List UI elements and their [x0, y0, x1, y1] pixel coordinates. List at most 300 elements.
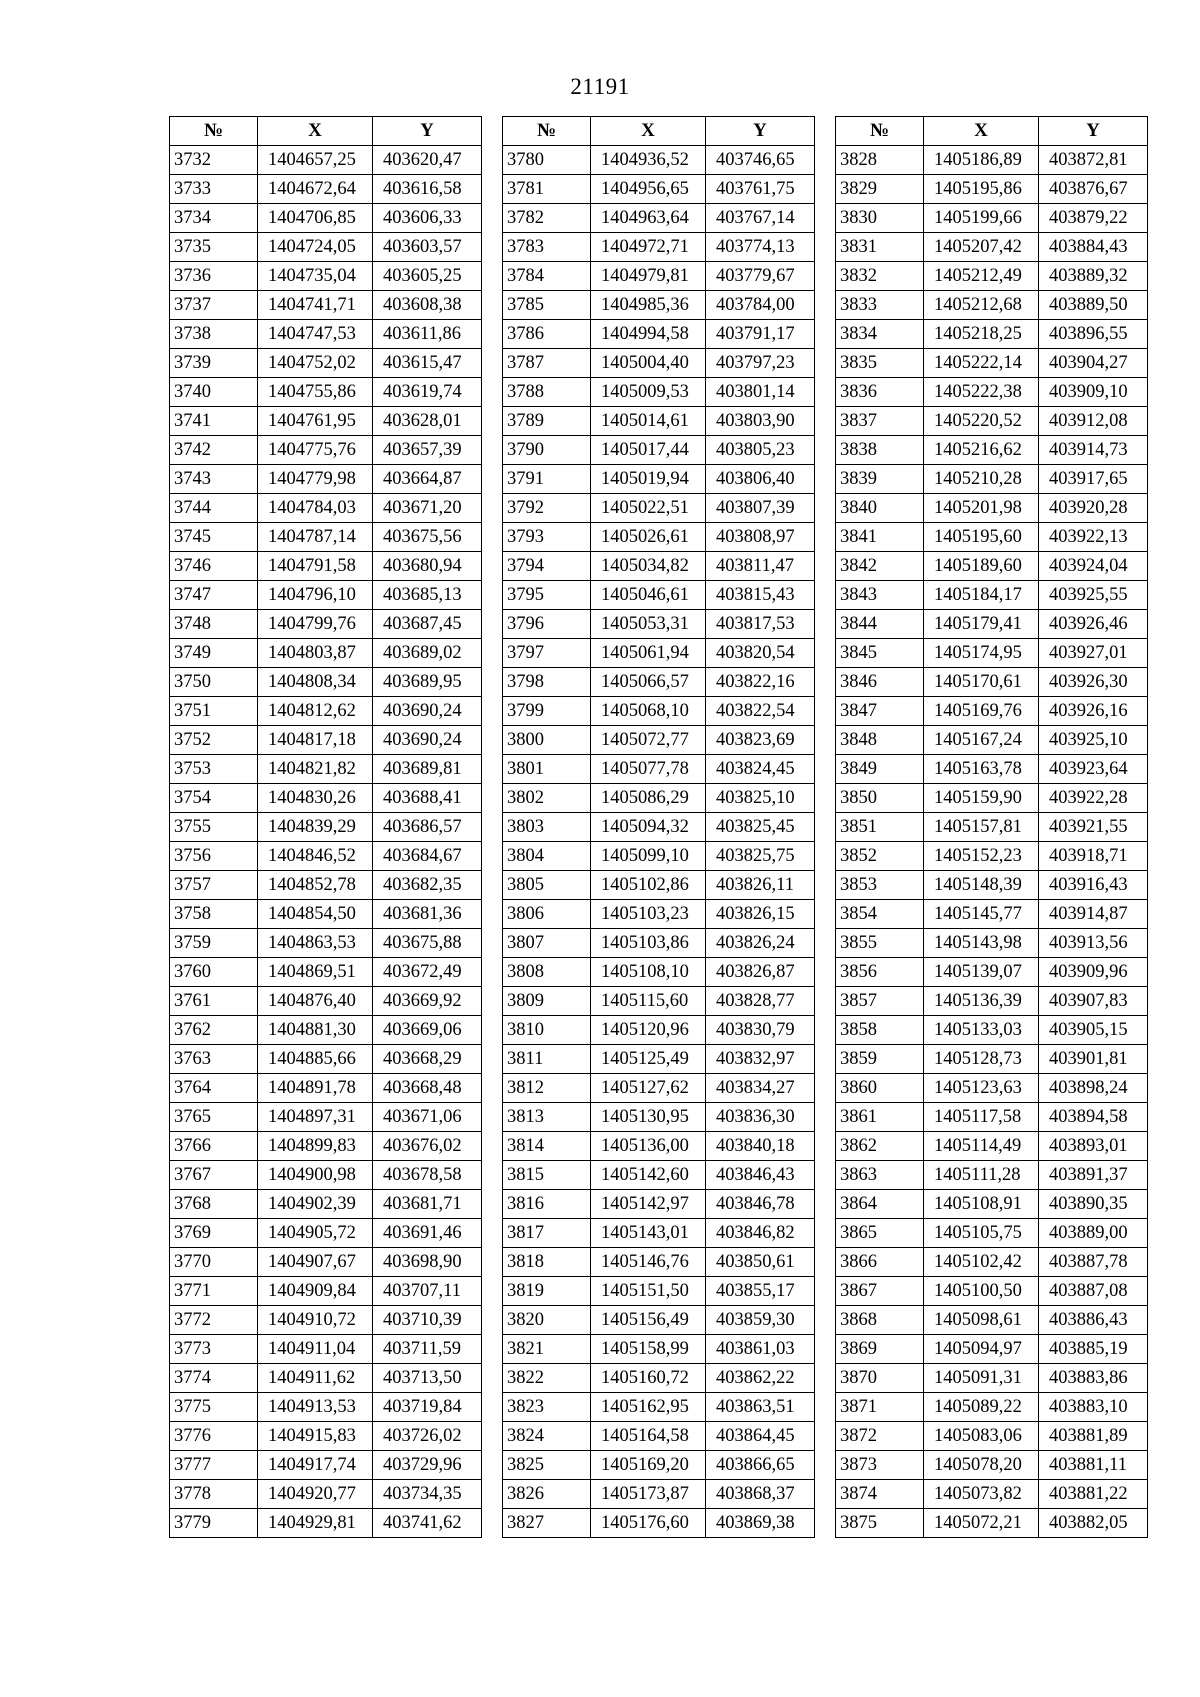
y-coordinate-cell: 403774,13: [706, 233, 815, 262]
table-row: [836, 1045, 1148, 1074]
table-row: [836, 581, 1148, 610]
table-row: [503, 1016, 815, 1045]
x-coordinate-cell: 1405115,60: [591, 987, 706, 1016]
x-coordinate-cell: 1405017,44: [591, 436, 706, 465]
table-row: [503, 233, 815, 262]
table-row: [836, 436, 1148, 465]
table-row: [503, 987, 815, 1016]
x-coordinate-cell: 1405220,52: [924, 407, 1039, 436]
x-coordinate-cell: 1405019,94: [591, 465, 706, 494]
table-row: [836, 262, 1148, 291]
point-number-cell: 3735: [170, 233, 258, 262]
x-coordinate-cell: 1405094,32: [591, 813, 706, 842]
point-number-cell: 3844: [836, 610, 924, 639]
point-number-cell: 3741: [170, 407, 258, 436]
point-number-cell: 3869: [836, 1335, 924, 1364]
y-coordinate-cell: 403684,67: [373, 842, 482, 871]
table-row: [503, 668, 815, 697]
column-header-x: X: [924, 117, 1039, 146]
table-row: [503, 581, 815, 610]
point-number-cell: 3806: [503, 900, 591, 929]
y-coordinate-cell: 403671,06: [373, 1103, 482, 1132]
x-coordinate-cell: 1404972,71: [591, 233, 706, 262]
y-coordinate-cell: 403830,79: [706, 1016, 815, 1045]
table-row: [836, 552, 1148, 581]
point-number-cell: 3750: [170, 668, 258, 697]
point-number-cell: 3805: [503, 871, 591, 900]
table-row: [170, 929, 482, 958]
point-number-cell: 3810: [503, 1016, 591, 1045]
y-coordinate-cell: 403668,48: [373, 1074, 482, 1103]
x-coordinate-cell: 1404936,52: [591, 146, 706, 175]
y-coordinate-cell: 403927,01: [1039, 639, 1148, 668]
y-coordinate-cell: 403840,18: [706, 1132, 815, 1161]
x-coordinate-cell: 1405136,00: [591, 1132, 706, 1161]
coordinates-table-3: [835, 116, 1148, 1538]
table-row: [503, 755, 815, 784]
x-coordinate-cell: 1404761,95: [258, 407, 373, 436]
y-coordinate-cell: 403882,05: [1039, 1509, 1148, 1538]
x-coordinate-cell: 1404735,04: [258, 262, 373, 291]
y-coordinate-cell: 403726,02: [373, 1422, 482, 1451]
point-number-cell: 3829: [836, 175, 924, 204]
table-row: [170, 233, 482, 262]
y-coordinate-cell: 403801,14: [706, 378, 815, 407]
point-number-cell: 3812: [503, 1074, 591, 1103]
point-number-cell: 3838: [836, 436, 924, 465]
table-row: [170, 1219, 482, 1248]
y-coordinate-cell: 403887,78: [1039, 1248, 1148, 1277]
point-number-cell: 3799: [503, 697, 591, 726]
point-number-cell: 3840: [836, 494, 924, 523]
x-coordinate-cell: 1405099,10: [591, 842, 706, 871]
table-row: [503, 958, 815, 987]
y-coordinate-cell: 403864,45: [706, 1422, 815, 1451]
point-number-cell: 3778: [170, 1480, 258, 1509]
point-number-cell: 3737: [170, 291, 258, 320]
table-row: [836, 1422, 1148, 1451]
y-coordinate-cell: 403914,73: [1039, 436, 1148, 465]
x-coordinate-cell: 1405218,25: [924, 320, 1039, 349]
y-coordinate-cell: 403657,39: [373, 436, 482, 465]
point-number-cell: 3790: [503, 436, 591, 465]
x-coordinate-cell: 1404920,77: [258, 1480, 373, 1509]
table-row: [503, 639, 815, 668]
x-coordinate-cell: 1405162,95: [591, 1393, 706, 1422]
point-number-cell: 3784: [503, 262, 591, 291]
x-coordinate-cell: 1405009,53: [591, 378, 706, 407]
point-number-cell: 3793: [503, 523, 591, 552]
y-coordinate-cell: 403675,88: [373, 929, 482, 958]
point-number-cell: 3858: [836, 1016, 924, 1045]
y-coordinate-cell: 403689,95: [373, 668, 482, 697]
x-coordinate-cell: 1405163,78: [924, 755, 1039, 784]
x-coordinate-cell: 1405053,31: [591, 610, 706, 639]
point-number-cell: 3732: [170, 146, 258, 175]
table-row: [170, 175, 482, 204]
x-coordinate-cell: 1405086,29: [591, 784, 706, 813]
y-coordinate-cell: 403846,82: [706, 1219, 815, 1248]
table-body: [170, 146, 482, 1538]
point-number-cell: 3788: [503, 378, 591, 407]
point-number-cell: 3761: [170, 987, 258, 1016]
y-coordinate-cell: 403898,24: [1039, 1074, 1148, 1103]
table-row: [503, 929, 815, 958]
y-coordinate-cell: 403881,89: [1039, 1422, 1148, 1451]
point-number-cell: 3738: [170, 320, 258, 349]
table-row: [503, 1103, 815, 1132]
point-number-cell: 3835: [836, 349, 924, 378]
table-row: [170, 1045, 482, 1074]
point-number-cell: 3753: [170, 755, 258, 784]
x-coordinate-cell: 1404902,39: [258, 1190, 373, 1219]
x-coordinate-cell: 1404909,84: [258, 1277, 373, 1306]
table-row: [170, 320, 482, 349]
table-row: [503, 1132, 815, 1161]
table-row: [503, 175, 815, 204]
point-number-cell: 3797: [503, 639, 591, 668]
y-coordinate-cell: 403826,11: [706, 871, 815, 900]
point-number-cell: 3756: [170, 842, 258, 871]
x-coordinate-cell: 1404891,78: [258, 1074, 373, 1103]
x-coordinate-cell: 1405143,01: [591, 1219, 706, 1248]
table-row: [503, 552, 815, 581]
x-coordinate-cell: 1404784,03: [258, 494, 373, 523]
x-coordinate-cell: 1404724,05: [258, 233, 373, 262]
x-coordinate-cell: 1404885,66: [258, 1045, 373, 1074]
y-coordinate-cell: 403925,55: [1039, 581, 1148, 610]
y-coordinate-cell: 403885,19: [1039, 1335, 1148, 1364]
y-coordinate-cell: 403707,11: [373, 1277, 482, 1306]
table-row: [503, 900, 815, 929]
table-row: [836, 146, 1148, 175]
y-coordinate-cell: 403811,47: [706, 552, 815, 581]
table-header-row: [836, 117, 1148, 146]
point-number-cell: 3796: [503, 610, 591, 639]
x-coordinate-cell: 1405066,57: [591, 668, 706, 697]
x-coordinate-cell: 1405103,86: [591, 929, 706, 958]
x-coordinate-cell: 1404897,31: [258, 1103, 373, 1132]
x-coordinate-cell: 1404913,53: [258, 1393, 373, 1422]
x-coordinate-cell: 1405091,31: [924, 1364, 1039, 1393]
table-row: [170, 1451, 482, 1480]
point-number-cell: 3859: [836, 1045, 924, 1074]
y-coordinate-cell: 403824,45: [706, 755, 815, 784]
point-number-cell: 3864: [836, 1190, 924, 1219]
x-coordinate-cell: 1404830,26: [258, 784, 373, 813]
x-coordinate-cell: 1405184,17: [924, 581, 1039, 610]
x-coordinate-cell: 1405108,91: [924, 1190, 1039, 1219]
point-number-cell: 3827: [503, 1509, 591, 1538]
x-coordinate-cell: 1405210,28: [924, 465, 1039, 494]
x-coordinate-cell: 1405136,39: [924, 987, 1039, 1016]
x-coordinate-cell: 1405022,51: [591, 494, 706, 523]
y-coordinate-cell: 403905,15: [1039, 1016, 1148, 1045]
x-coordinate-cell: 1404899,83: [258, 1132, 373, 1161]
y-coordinate-cell: 403887,08: [1039, 1277, 1148, 1306]
point-number-cell: 3794: [503, 552, 591, 581]
x-coordinate-cell: 1405207,42: [924, 233, 1039, 262]
y-coordinate-cell: 403894,58: [1039, 1103, 1148, 1132]
table-row: [836, 784, 1148, 813]
point-number-cell: 3776: [170, 1422, 258, 1451]
y-coordinate-cell: 403922,28: [1039, 784, 1148, 813]
y-coordinate-cell: 403925,10: [1039, 726, 1148, 755]
y-coordinate-cell: 403834,27: [706, 1074, 815, 1103]
table-row: [836, 697, 1148, 726]
point-number-cell: 3842: [836, 552, 924, 581]
x-coordinate-cell: 1405179,41: [924, 610, 1039, 639]
point-number-cell: 3765: [170, 1103, 258, 1132]
column-header-y: Y: [706, 117, 815, 146]
x-coordinate-cell: 1404979,81: [591, 262, 706, 291]
x-coordinate-cell: 1404672,64: [258, 175, 373, 204]
y-coordinate-cell: 403797,23: [706, 349, 815, 378]
table-row: [836, 1451, 1148, 1480]
y-coordinate-cell: 403603,57: [373, 233, 482, 262]
y-coordinate-cell: 403889,50: [1039, 291, 1148, 320]
y-coordinate-cell: 403807,39: [706, 494, 815, 523]
y-coordinate-cell: 403686,57: [373, 813, 482, 842]
x-coordinate-cell: 1405199,66: [924, 204, 1039, 233]
table-row: [836, 842, 1148, 871]
x-coordinate-cell: 1404854,50: [258, 900, 373, 929]
point-number-cell: 3802: [503, 784, 591, 813]
x-coordinate-cell: 1404994,58: [591, 320, 706, 349]
table-header-row: [503, 117, 815, 146]
y-coordinate-cell: 403806,40: [706, 465, 815, 494]
point-number-cell: 3733: [170, 175, 258, 204]
table-row: [503, 1451, 815, 1480]
y-coordinate-cell: 403681,71: [373, 1190, 482, 1219]
y-coordinate-cell: 403685,13: [373, 581, 482, 610]
x-coordinate-cell: 1404911,04: [258, 1335, 373, 1364]
y-coordinate-cell: 403611,86: [373, 320, 482, 349]
y-coordinate-cell: 403909,96: [1039, 958, 1148, 987]
y-coordinate-cell: 403689,02: [373, 639, 482, 668]
x-coordinate-cell: 1404752,02: [258, 349, 373, 378]
table-row: [836, 1103, 1148, 1132]
point-number-cell: 3795: [503, 581, 591, 610]
coordinates-table-1: [169, 116, 482, 1538]
y-coordinate-cell: 403734,35: [373, 1480, 482, 1509]
y-coordinate-cell: 403628,01: [373, 407, 482, 436]
point-number-cell: 3771: [170, 1277, 258, 1306]
y-coordinate-cell: 403822,16: [706, 668, 815, 697]
y-coordinate-cell: 403922,13: [1039, 523, 1148, 552]
table-row: [836, 204, 1148, 233]
table-row: [170, 523, 482, 552]
page-number: 21191: [570, 74, 630, 99]
point-number-cell: 3824: [503, 1422, 591, 1451]
point-number-cell: 3857: [836, 987, 924, 1016]
x-coordinate-cell: 1404900,98: [258, 1161, 373, 1190]
y-coordinate-cell: 403675,56: [373, 523, 482, 552]
table-row: [836, 1480, 1148, 1509]
x-coordinate-cell: 1405201,98: [924, 494, 1039, 523]
y-coordinate-cell: 403619,74: [373, 378, 482, 407]
point-number-cell: 3734: [170, 204, 258, 233]
point-number-cell: 3744: [170, 494, 258, 523]
x-coordinate-cell: 1405142,60: [591, 1161, 706, 1190]
table-row: [170, 610, 482, 639]
table-row: [836, 1190, 1148, 1219]
x-coordinate-cell: 1405212,68: [924, 291, 1039, 320]
table-row: [170, 1190, 482, 1219]
table-row: [503, 146, 815, 175]
x-coordinate-cell: 1405094,97: [924, 1335, 1039, 1364]
table-row: [170, 1132, 482, 1161]
x-coordinate-cell: 1405174,95: [924, 639, 1039, 668]
y-coordinate-cell: 403862,22: [706, 1364, 815, 1393]
y-coordinate-cell: 403784,00: [706, 291, 815, 320]
x-coordinate-cell: 1405034,82: [591, 552, 706, 581]
x-coordinate-cell: 1404803,87: [258, 639, 373, 668]
point-number-cell: 3865: [836, 1219, 924, 1248]
table-row: [836, 1509, 1148, 1538]
point-number-cell: 3808: [503, 958, 591, 987]
point-number-cell: 3870: [836, 1364, 924, 1393]
point-number-cell: 3763: [170, 1045, 258, 1074]
table-row: [503, 1277, 815, 1306]
table-row: [503, 697, 815, 726]
y-coordinate-cell: 403825,45: [706, 813, 815, 842]
y-coordinate-cell: 403687,45: [373, 610, 482, 639]
table-row: [170, 668, 482, 697]
table-row: [170, 581, 482, 610]
table-row: [170, 436, 482, 465]
table-row: [503, 320, 815, 349]
y-coordinate-cell: 403689,81: [373, 755, 482, 784]
point-number-cell: 3792: [503, 494, 591, 523]
table-row: [836, 813, 1148, 842]
point-number-cell: 3868: [836, 1306, 924, 1335]
point-number-cell: 3807: [503, 929, 591, 958]
x-coordinate-cell: 1404852,78: [258, 871, 373, 900]
y-coordinate-cell: 403826,87: [706, 958, 815, 987]
y-coordinate-cell: 403866,65: [706, 1451, 815, 1480]
x-coordinate-cell: 1404907,67: [258, 1248, 373, 1277]
x-coordinate-cell: 1404808,34: [258, 668, 373, 697]
table-row: [170, 465, 482, 494]
point-number-cell: 3843: [836, 581, 924, 610]
table-row: [836, 349, 1148, 378]
table-row: [503, 1248, 815, 1277]
y-coordinate-cell: 403884,43: [1039, 233, 1148, 262]
x-coordinate-cell: 1405156,49: [591, 1306, 706, 1335]
x-coordinate-cell: 1405167,24: [924, 726, 1039, 755]
x-coordinate-cell: 1404846,52: [258, 842, 373, 871]
y-coordinate-cell: 403605,25: [373, 262, 482, 291]
point-number-cell: 3742: [170, 436, 258, 465]
table-row: [503, 784, 815, 813]
table-row: [836, 407, 1148, 436]
table-row: [836, 494, 1148, 523]
table-row: [503, 871, 815, 900]
y-coordinate-cell: 403823,69: [706, 726, 815, 755]
table-row: [503, 1190, 815, 1219]
table-row: [836, 987, 1148, 1016]
y-coordinate-cell: 403920,28: [1039, 494, 1148, 523]
x-coordinate-cell: 1405130,95: [591, 1103, 706, 1132]
point-number-cell: 3817: [503, 1219, 591, 1248]
point-number-cell: 3866: [836, 1248, 924, 1277]
column-header-x: X: [591, 117, 706, 146]
x-coordinate-cell: 1405108,10: [591, 958, 706, 987]
y-coordinate-cell: 403681,36: [373, 900, 482, 929]
x-coordinate-cell: 1404747,53: [258, 320, 373, 349]
y-coordinate-cell: 403846,43: [706, 1161, 815, 1190]
y-coordinate-cell: 403912,08: [1039, 407, 1148, 436]
x-coordinate-cell: 1404791,58: [258, 552, 373, 581]
table-row: [170, 697, 482, 726]
y-coordinate-cell: 403916,43: [1039, 871, 1148, 900]
point-number-cell: 3800: [503, 726, 591, 755]
y-coordinate-cell: 403825,10: [706, 784, 815, 813]
point-number-cell: 3874: [836, 1480, 924, 1509]
y-coordinate-cell: 403926,46: [1039, 610, 1148, 639]
x-coordinate-cell: 1405169,20: [591, 1451, 706, 1480]
table-row: [170, 1103, 482, 1132]
table-row: [503, 378, 815, 407]
table-row: [503, 204, 815, 233]
y-coordinate-cell: 403805,23: [706, 436, 815, 465]
table-row: [836, 1306, 1148, 1335]
y-coordinate-cell: 403832,97: [706, 1045, 815, 1074]
y-coordinate-cell: 403923,64: [1039, 755, 1148, 784]
y-coordinate-cell: 403879,22: [1039, 204, 1148, 233]
x-coordinate-cell: 1405158,99: [591, 1335, 706, 1364]
y-coordinate-cell: 403872,81: [1039, 146, 1148, 175]
table-row: [170, 146, 482, 175]
point-number-cell: 3785: [503, 291, 591, 320]
point-number-cell: 3873: [836, 1451, 924, 1480]
table-row: [503, 1045, 815, 1074]
x-coordinate-cell: 1405164,58: [591, 1422, 706, 1451]
x-coordinate-cell: 1404817,18: [258, 726, 373, 755]
table-row: [170, 784, 482, 813]
y-coordinate-cell: 403680,94: [373, 552, 482, 581]
y-coordinate-cell: 403828,77: [706, 987, 815, 1016]
point-number-cell: 3826: [503, 1480, 591, 1509]
y-coordinate-cell: 403822,54: [706, 697, 815, 726]
point-number-cell: 3850: [836, 784, 924, 813]
point-number-cell: 3769: [170, 1219, 258, 1248]
point-number-cell: 3789: [503, 407, 591, 436]
x-coordinate-cell: 1405046,61: [591, 581, 706, 610]
y-coordinate-cell: 403761,75: [706, 175, 815, 204]
point-number-cell: 3798: [503, 668, 591, 697]
y-coordinate-cell: 403891,37: [1039, 1161, 1148, 1190]
table-row: [170, 1364, 482, 1393]
point-number-cell: 3743: [170, 465, 258, 494]
point-number-cell: 3815: [503, 1161, 591, 1190]
y-coordinate-cell: 403863,51: [706, 1393, 815, 1422]
x-coordinate-cell: 1404755,86: [258, 378, 373, 407]
y-coordinate-cell: 403836,30: [706, 1103, 815, 1132]
point-number-cell: 3841: [836, 523, 924, 552]
y-coordinate-cell: 403664,87: [373, 465, 482, 494]
table-row: [836, 958, 1148, 987]
y-coordinate-cell: 403889,32: [1039, 262, 1148, 291]
y-coordinate-cell: 403883,86: [1039, 1364, 1148, 1393]
point-number-cell: 3853: [836, 871, 924, 900]
x-coordinate-cell: 1405151,50: [591, 1277, 706, 1306]
point-number-cell: 3762: [170, 1016, 258, 1045]
table-row: [170, 204, 482, 233]
table-row: [170, 987, 482, 1016]
y-coordinate-cell: 403924,04: [1039, 552, 1148, 581]
